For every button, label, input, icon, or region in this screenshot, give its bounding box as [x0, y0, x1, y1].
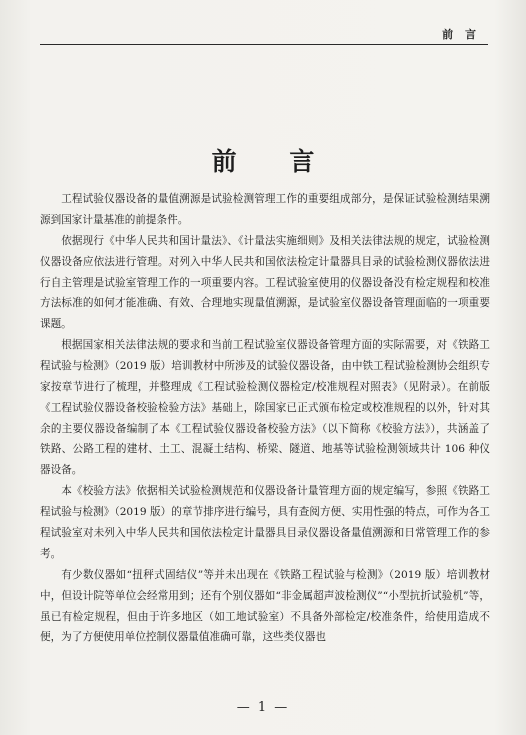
paragraph-5: 有少数仪器如“扭秤式固结仪”等并未出现在《铁路工程试验与检测》（2019 版）培训教材中，但设计院等单位会经常用到；还有个别仪器如“非金属超声波检测仪”“小型抗折试验机”等，虽已有检定规程，但由于许多地区（如工地试验室）不具备外部检定/校准条件，给使用造成不便，为了方便使用单位控制仪器量值准确可靠，这些类仪器也: [40, 568, 490, 644]
page-number: — 1 —: [236, 700, 290, 715]
header-rule: [40, 44, 488, 45]
body-text: [40, 189, 490, 648]
page-title: 前 言: [211, 147, 337, 176]
paragraph-3: 根据国家相关法律法规的要求和当前工程试验室仪器设备管理方面的实际需要，对《铁路工程试验与检测》（2019 版）培训教材中所涉及的试验仪器设备，由中铁工程试验检测协会组织专家按章节进行了梳理，并整理成《工程试验检测仪器检定/校准规程对照表》（见附录）。在前版《工程试验仪器设备校验检验方法》基础上，除国家已正式颁布检定或校准规程的以外，针对其余的主要仪器设备编制了本《工程试验仪器设备校验方法》（以下简称《校验方法》），共涵盖了铁路、公路工程的建材、土工、混凝土结构、桥梁、隧道、地基等试验检测领域共计 106 种仪器设备。: [40, 339, 490, 477]
running-header: 前 言: [442, 28, 480, 41]
paragraph-2: 依据现行《中华人民共和国计量法》、《计量法实施细则》及相关法律法规的规定，试验检测仪器设备应依法进行管理。对列入中华人民共和国依法检定计量器具目录的试验检测仪器依法进行自主管理是试验室管理工作的一项重要内容。工程试验室使用的仪器设备没有检定规程和校准方法标准的如何才能准确、有效、合理地实现量值溯源，是试验室仪器设备管理面临的一项重要课题。: [40, 234, 490, 331]
paragraph-4: 本《校验方法》依据相关试验检测规范和仪器设备计量管理方面的规定编写，参照《铁路工程试验与检测》（2019 版）的章节排序进行编号，具有查阅方便、实用性强的特点，可作为各工程试验室对未列入中华人民共和国依法检定计量器具目录仪器设备量值溯源和日常管理工作的参考。: [40, 485, 490, 560]
paragraph-1: 工程试验仪器设备的量值溯源是试验检测管理工作的重要组成部分，是保证试验检测结果溯源到国家计量基准的前提条件。: [40, 193, 490, 226]
